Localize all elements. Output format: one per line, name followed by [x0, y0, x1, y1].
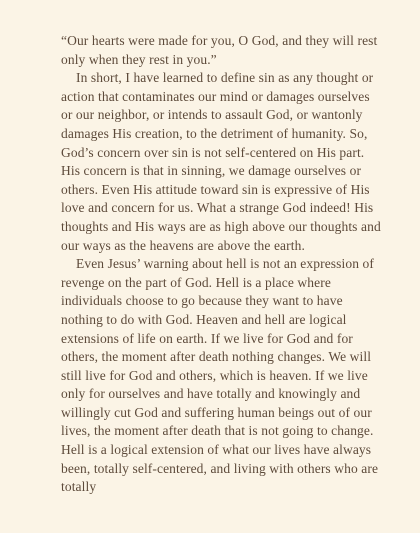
paragraph-hell: Even Jesus’ warning about hell is not an expression of revenge on the part of God. Hell is a place where individuals choose to go because they want to have nothing to do with God. Heaven and hell are logical extensions of life on earth. If we live for God and for others, the moment after death nothing changes. We will still live for God and others, which is heaven. If we live only for ourselves and have totally and knowingly and willingly cut God and suffering human beings out of our lives, the moment after death that is not going to change. Hell is a logical extension of what our lives have always been, totally self-centered, and living with others who are totally [61, 256, 379, 495]
paragraph-quote: “Our hearts were made for you, O God, and they will rest only when they rest in you.” [61, 33, 378, 67]
paragraph-sin-definition: In short, I have learned to define sin as any thought or action that contaminates our mind or damages ourselves or our neighbor, or intends to assault God, or wantonly damages His creation, to the detriment of humanity. So, God’s concern over sin is not self-centered on His part. His concern is that in sinning, we damage ourselves or others. Even His attitude toward sin is expressive of His love and concern for us. What a strange God indeed! His thoughts and His ways are as high above our thoughts and our ways as the heavens are above the earth. [61, 70, 381, 253]
body-text [61, 32, 384, 497]
